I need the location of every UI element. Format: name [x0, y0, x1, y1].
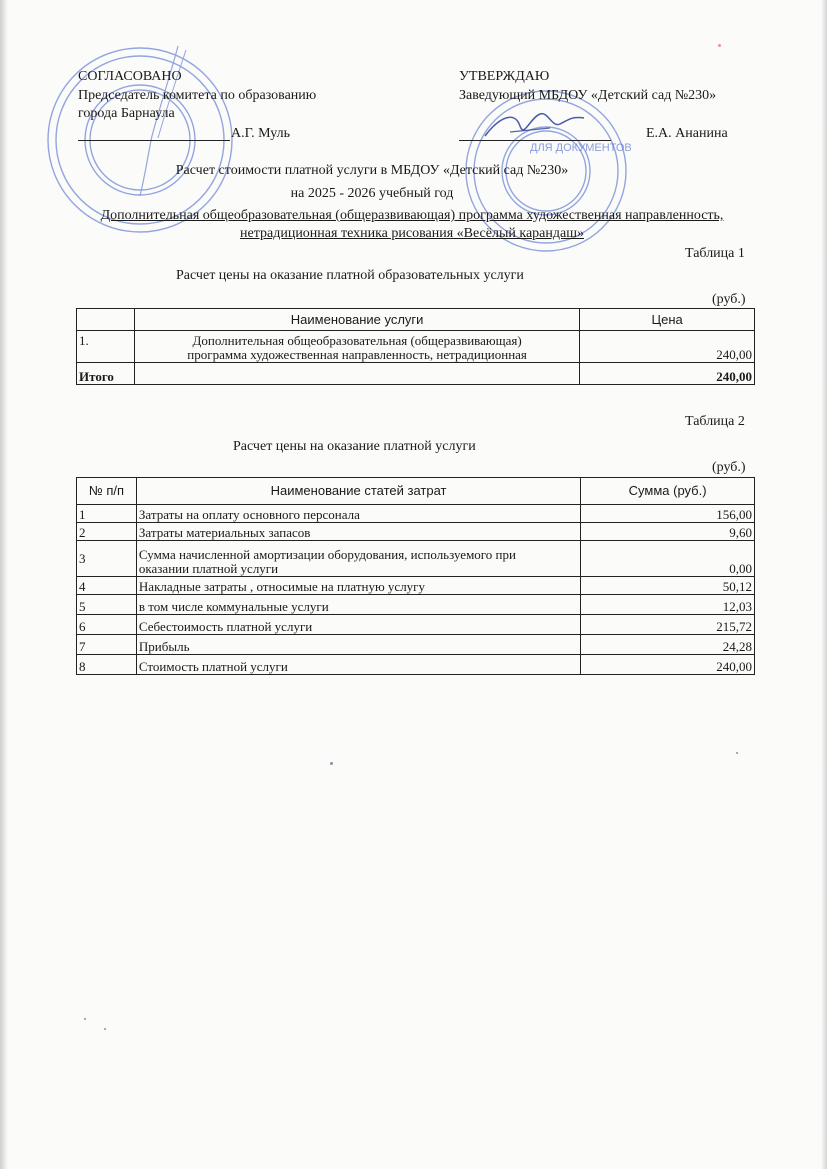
- table1-label: Таблица 1: [685, 246, 745, 261]
- table2-row-sum: 156,00: [581, 505, 755, 523]
- approval-left-position: Председатель комитета по образованию: [78, 88, 317, 103]
- table2-row-sum: 0,00: [581, 541, 755, 577]
- table2-row-name: [136, 541, 580, 577]
- table2-row-name: в том числе коммунальные услуги: [136, 595, 580, 615]
- scan-speck: [736, 752, 738, 754]
- left-signature-line: [78, 140, 230, 141]
- right-signature-line: [459, 140, 611, 141]
- approval-left-title: СОГЛАСОВАНО: [78, 69, 182, 84]
- table2-row-num: 5: [77, 595, 137, 615]
- table1-total-blank: [134, 363, 579, 385]
- table2-row-name: Затраты на оплату основного персонала: [136, 505, 580, 523]
- table2-caption: Расчет цены на оказание платной услуги: [233, 439, 476, 454]
- approval-left-city: города Барнаула: [78, 106, 175, 121]
- scan-speck: [330, 762, 333, 765]
- table2-row-name: Прибыль: [136, 635, 580, 655]
- left-signatory-name: А.Г. Муль: [231, 126, 290, 141]
- table1-row-num: 1.: [77, 331, 135, 363]
- table1-col-name: Наименование услуги: [134, 309, 579, 331]
- table1-total-row: [77, 363, 755, 385]
- right-signatory-name: Е.А. Ананина: [646, 126, 728, 141]
- table2-header-row: [77, 478, 755, 505]
- table1-total-value: 240,00: [580, 363, 755, 385]
- right-stamp-text: ДЛЯ ДОКУМЕНТОВ: [530, 142, 632, 154]
- table2-row-name: Себестоимость платной услуги: [136, 615, 580, 635]
- table2-label: Таблица 2: [685, 414, 745, 429]
- table2-row-num: 3: [77, 541, 137, 577]
- table-row: [77, 505, 755, 523]
- table1-total-label: Итого: [77, 363, 135, 385]
- table1-row: [77, 331, 755, 363]
- approval-right-title: УТВЕРЖДАЮ: [459, 69, 550, 84]
- table2-row-name: Накладные затраты , относимые на платную услугу: [136, 577, 580, 595]
- approval-right-position: Заведующий МБДОУ «Детский сад №230»: [459, 88, 717, 103]
- table1: [76, 308, 755, 385]
- table1-unit: (руб.): [712, 292, 746, 307]
- table2-row-name-line2: оказании платной услуги: [138, 561, 279, 576]
- table-row: [77, 595, 755, 615]
- table1-row-name: [134, 331, 579, 363]
- scan-speck: [718, 44, 721, 47]
- table2-row-sum: 24,28: [581, 635, 755, 655]
- table2-row-name-line1: Сумма начисленной амортизации оборудования, используемого при: [138, 547, 516, 562]
- table-row: [77, 523, 755, 541]
- table2-row-num: 7: [77, 635, 137, 655]
- document-title: Расчет стоимости платной услуги в МБДОУ «Детский сад №230»: [175, 163, 569, 178]
- table-row: [77, 577, 755, 595]
- program-title-line2: нетрадиционная техника рисования «Весёлый карандаш»: [240, 226, 584, 241]
- table2-row-num: 4: [77, 577, 137, 595]
- scan-speck: [104, 1028, 106, 1030]
- table2-row-name: Затраты материальных запасов: [136, 523, 580, 541]
- table2-row-sum: 240,00: [581, 655, 755, 675]
- table2-unit: (руб.): [712, 460, 746, 475]
- table1-row-name-line1: Дополнительная общеобразовательная (общеразвивающая): [192, 333, 522, 348]
- table2: [76, 477, 755, 675]
- table-row: [77, 541, 755, 577]
- table2-col-name: Наименование статей затрат: [136, 478, 580, 505]
- program-title-line1: Дополнительная общеобразовательная (общеразвивающая) программа художественная направленность,: [100, 208, 724, 223]
- table1-header-row: [77, 309, 755, 331]
- table2-row-num: 6: [77, 615, 137, 635]
- table2-row-num: 8: [77, 655, 137, 675]
- table1-header-blank: [77, 309, 135, 331]
- table2-row-num: 2: [77, 523, 137, 541]
- table-row: [77, 615, 755, 635]
- academic-year: на 2025 - 2026 учебный год: [290, 186, 454, 201]
- scan-speck: [84, 1018, 86, 1020]
- table2-row-sum: 50,12: [581, 577, 755, 595]
- table-row: [77, 655, 755, 675]
- table2-col-sum: Сумма (руб.): [581, 478, 755, 505]
- table2-row-num: 1: [77, 505, 137, 523]
- table1-caption: Расчет цены на оказание платной образовательных услуги: [176, 268, 524, 283]
- table1-col-price: Цена: [580, 309, 755, 331]
- table2-row-sum: 12,03: [581, 595, 755, 615]
- table2-col-num: № п/п: [77, 478, 137, 505]
- table2-row-name: Стоимость платной услуги: [136, 655, 580, 675]
- table2-row-sum: 9,60: [581, 523, 755, 541]
- table1-row-name-line2: программа художественная направленность, нетрадиционная: [187, 347, 527, 362]
- table1-row-price: 240,00: [580, 331, 755, 363]
- table-row: [77, 635, 755, 655]
- table2-row-sum: 215,72: [581, 615, 755, 635]
- scan-edge-right: [821, 0, 827, 1169]
